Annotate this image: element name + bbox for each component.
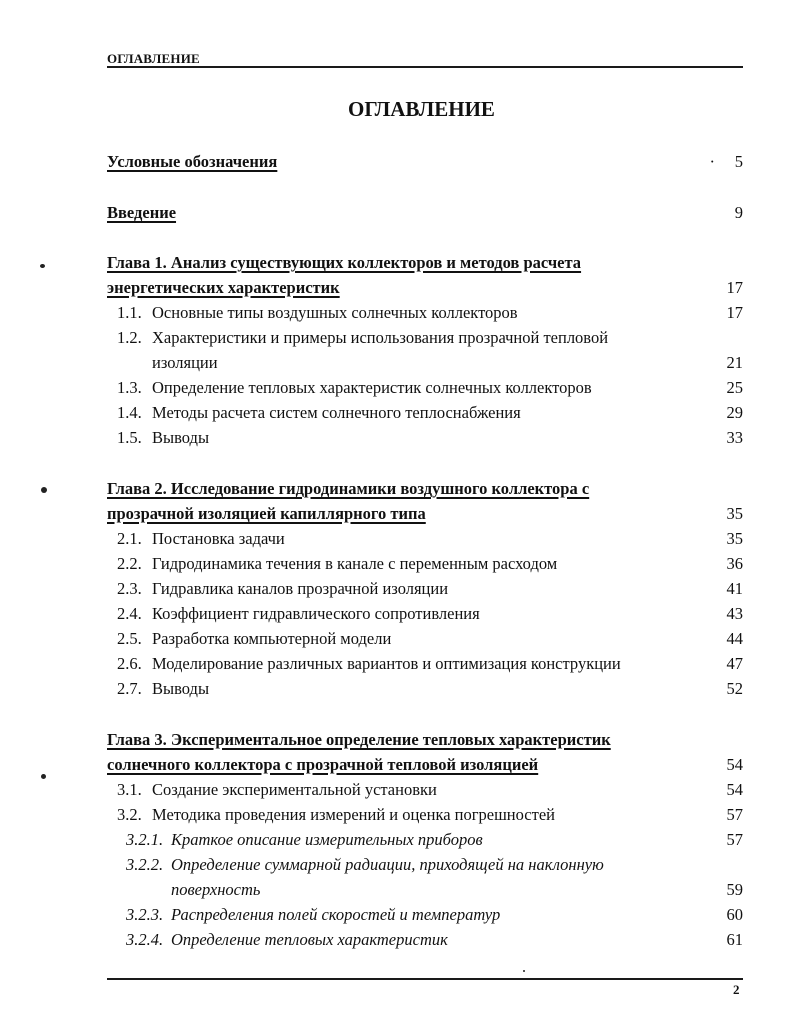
toc-entry-page: 44 <box>726 629 743 648</box>
toc-entry-text: Характеристики и примеры использования прозрачной тепловой <box>152 328 609 347</box>
toc-entry-number: 2.3. <box>117 579 142 598</box>
toc-entry-text: Распределения полей скоростей и температур <box>171 905 501 924</box>
toc-section-1-5[interactable] <box>107 427 743 449</box>
toc-chapter-2-line-2[interactable] <box>107 503 743 525</box>
toc-entry-number: 3.2.3. <box>126 905 164 924</box>
toc-entry-introduction[interactable] <box>107 202 743 224</box>
toc-subsection-3-2-4[interactable] <box>107 929 743 951</box>
toc-section-2-4[interactable] <box>107 603 743 625</box>
toc-entry-page: 54 <box>726 780 743 799</box>
toc-entry-number: 1.4. <box>117 403 142 422</box>
toc-entry-page: 25 <box>726 378 743 397</box>
toc-entry-number: 1.3. <box>117 378 142 397</box>
toc-entry-text: Определение тепловых характеристик <box>171 930 448 949</box>
toc-entry-text: Условные обозначения <box>107 152 278 171</box>
toc-entry-text: Выводы <box>152 428 210 447</box>
toc-entry-page: 36 <box>726 554 743 573</box>
toc-entry-text: Краткое описание измерительных приборов <box>171 830 483 849</box>
toc-entry-text: Определение суммарной радиации, приходящей на наклонную <box>171 855 604 874</box>
toc-entry-text: Глава 1. Анализ существующих коллекторов и методов расчета <box>107 253 582 272</box>
toc-section-2-5[interactable] <box>107 628 743 650</box>
toc-entry-page: 54 <box>726 755 743 774</box>
toc-entry-page: 47 <box>726 654 743 673</box>
toc-entry-text: Моделирование различных вариантов и оптимизация конструкции <box>152 654 621 673</box>
toc-entry-number: 2.5. <box>117 629 142 648</box>
scan-speck <box>41 487 47 493</box>
page-number: 2 <box>733 982 740 997</box>
toc-entry-text: Коэффициент гидравлического сопротивления <box>152 604 480 623</box>
toc-subsection-3-2-2-cont[interactable] <box>107 879 743 901</box>
toc-section-3-1[interactable] <box>107 779 743 801</box>
toc-entry-page: 9 <box>734 203 743 222</box>
toc-section-1-1[interactable] <box>107 302 743 324</box>
toc-entry-text: Создание экспериментальной установки <box>152 780 437 799</box>
toc-entry-text: Основные типы воздушных солнечных коллекторов <box>152 303 518 322</box>
toc-subsection-3-2-1[interactable] <box>107 829 743 851</box>
toc-section-3-2[interactable] <box>107 804 743 826</box>
toc-entry-text: Глава 3. Экспериментальное определение тепловых характеристик <box>107 730 611 749</box>
toc-entry-page: 61 <box>726 930 743 949</box>
toc-entry-number: 2.7. <box>117 679 142 698</box>
toc-entry-page: 52 <box>726 679 743 698</box>
toc-entry-text: Гидравлика каналов прозрачной изоляции <box>152 579 449 598</box>
toc-section-1-3[interactable] <box>107 377 743 399</box>
toc-entry-number: 3.2.4. <box>126 930 164 949</box>
toc-entry-text: Глава 2. Исследование гидродинамики воздушного коллектора с <box>107 479 590 498</box>
toc-entry-text: солнечного коллектора с прозрачной тепловой изоляцией <box>107 755 539 774</box>
toc-entry-page: 57 <box>726 830 743 849</box>
toc-entry-page: 17 <box>726 278 743 297</box>
toc-entry-text: Гидродинамика течения в канале с переменным расходом <box>152 554 558 573</box>
toc-subsection-3-2-3[interactable] <box>107 904 743 926</box>
running-header: ОГЛАВЛЕНИЕ <box>107 51 200 66</box>
toc-entry-number: 3.2.1. <box>126 830 164 849</box>
toc-entry-number: 3.2.2. <box>126 855 164 874</box>
scan-speck <box>40 264 45 268</box>
toc-entry-text: прозрачной изоляцией капиллярного типа <box>107 504 426 523</box>
toc-entry-number: 2.2. <box>117 554 142 573</box>
toc-entry-dot: · <box>709 152 715 171</box>
toc-section-1-4[interactable] <box>107 402 743 424</box>
toc-section-1-2[interactable] <box>107 327 743 349</box>
toc-entry-page: 29 <box>726 403 743 422</box>
toc-subsection-3-2-2[interactable] <box>107 854 743 876</box>
toc-entry-text: Введение <box>107 203 177 222</box>
toc-chapter-3-line-2[interactable] <box>107 754 743 776</box>
toc-entry-page: 5 <box>734 152 743 171</box>
toc-entry-text: энергетических характеристик <box>107 278 340 297</box>
toc-entry-page: 57 <box>726 805 743 824</box>
header-rule <box>107 66 743 68</box>
toc-entry-page: 35 <box>726 504 743 523</box>
toc-entry-text: изоляции <box>152 353 218 372</box>
toc-entry-number: 1.1. <box>117 303 142 322</box>
toc-entry-notation[interactable] <box>107 151 743 173</box>
toc-entry-text: Выводы <box>152 679 210 698</box>
toc-section-2-6[interactable] <box>107 653 743 675</box>
toc-entry-page: 33 <box>726 428 743 447</box>
scan-speck <box>41 774 46 779</box>
toc-section-2-2[interactable] <box>107 553 743 575</box>
toc-section-2-3[interactable] <box>107 578 743 600</box>
toc-chapter-1-line-2[interactable] <box>107 277 743 299</box>
toc-entry-page: 21 <box>726 353 743 372</box>
page-title: ОГЛАВЛЕНИЕ <box>348 97 495 121</box>
toc-entry-number: 1.5. <box>117 428 142 447</box>
toc-chapter-3-line-1[interactable] <box>107 729 743 751</box>
toc-entry-number: 2.6. <box>117 654 142 673</box>
toc-entry-text: Постановка задачи <box>152 529 285 548</box>
scan-speck <box>523 970 525 972</box>
toc-entry-page: 60 <box>726 905 743 924</box>
toc-entry-number: 2.1. <box>117 529 142 548</box>
toc-entry-text: поверхность <box>171 880 261 899</box>
toc-section-2-1[interactable] <box>107 528 743 550</box>
toc-section-2-7[interactable] <box>107 678 743 700</box>
toc-entry-page: 41 <box>726 579 743 598</box>
toc-entry-number: 3.2. <box>117 805 142 824</box>
toc-section-1-2-cont[interactable] <box>107 352 743 374</box>
toc-chapter-1-line-1[interactable] <box>107 252 743 274</box>
toc-entry-number: 1.2. <box>117 328 142 347</box>
toc-entry-text: Разработка компьютерной модели <box>152 629 392 648</box>
toc-entry-page: 17 <box>726 303 743 322</box>
toc-entry-text: Методы расчета систем солнечного теплоснабжения <box>152 403 521 422</box>
toc-entry-number: 2.4. <box>117 604 142 623</box>
toc-entry-page: 59 <box>726 880 743 899</box>
toc-entry-text: Методика проведения измерений и оценка погрешностей <box>152 805 555 824</box>
toc-entry-number: 3.1. <box>117 780 142 799</box>
toc-entry-page: 35 <box>726 529 743 548</box>
footer-rule <box>107 978 743 980</box>
toc-entry-text: Определение тепловых характеристик солнечных коллекторов <box>152 378 592 397</box>
toc-entry-page: 43 <box>726 604 743 623</box>
toc-chapter-2-line-1[interactable] <box>107 478 743 500</box>
